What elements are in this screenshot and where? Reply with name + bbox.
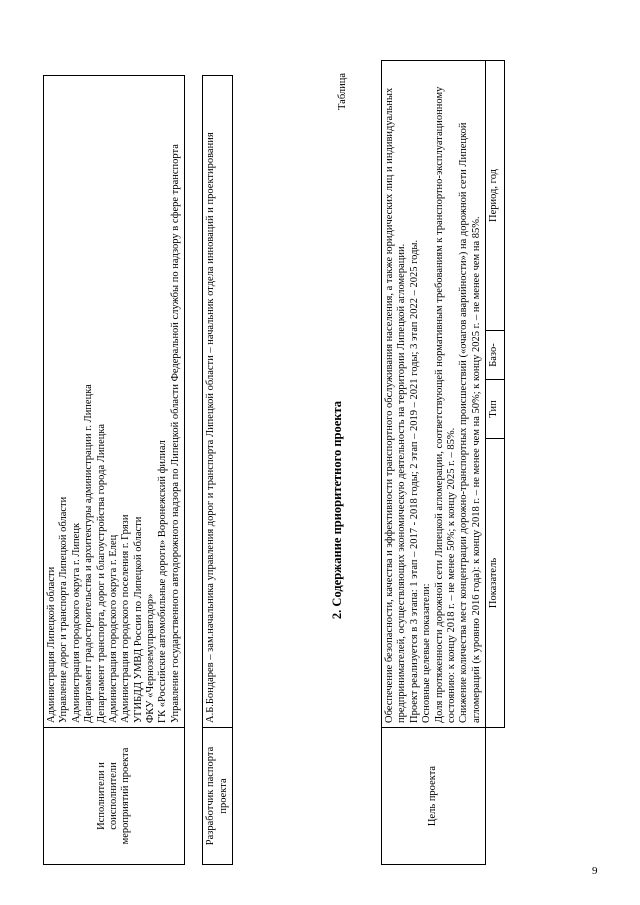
passport-table bbox=[43, 75, 233, 865]
page-number: 9 bbox=[592, 865, 598, 877]
executor-line: Администрация городского округа г. Елец bbox=[107, 534, 119, 723]
goal-line: Основные целевые показатели: bbox=[421, 583, 433, 723]
executor-line: ФКУ «Черноземуправтодор» bbox=[145, 593, 156, 723]
executors-label: Исполнители и соисполнители мероприятий проекта bbox=[44, 728, 185, 865]
goal-line: Доля протяженности дорожной сети Липецкой агломерации, соответствующей нормативным требованиям к транспортно-эксплуатационному состоянию: к концу 2018 г. – не менее 50%; к концу 2025 г. – 85%. bbox=[433, 86, 457, 723]
goal-text bbox=[382, 61, 486, 728]
indicator-header-row bbox=[486, 61, 505, 865]
goal-line: Обеспечение безопасности, качества и эффективности транспортного обслуживания населения, а также юридических лиц и индивидуальных предпринимателей, осуществляющих экономическую деятельность на территории Липецкой агломерации. bbox=[384, 87, 408, 723]
executor-line: Департамент транспорта, дорог и благоустройства города Липецка bbox=[95, 424, 107, 723]
executor-line: Администрация городского округа г. Липецк bbox=[70, 522, 82, 723]
executors-row bbox=[44, 76, 185, 865]
row-gap bbox=[185, 76, 203, 865]
executor-line: Департамент градостроительства и архитектуры администрации г. Липецка bbox=[83, 384, 95, 723]
executor-line: Администрация Липецкой области bbox=[46, 566, 57, 723]
content-table bbox=[381, 60, 505, 865]
goal-line: Проект реализуется в 3 этапа: 1 этап – 2017 - 2018 годы; 2 этап – 2019 – 2021 годы; 3 этап 2022 – 2025 годы. bbox=[408, 239, 420, 723]
executor-line: Администрация городского поселения г. Грязи bbox=[120, 514, 132, 723]
developer-row bbox=[203, 76, 233, 865]
executor-line: ГК «Российские автомобильные дороги» Воронежский филиал bbox=[157, 440, 169, 723]
indicator-header: Показатель bbox=[486, 439, 505, 728]
goal-line: Снижение количества мест концентрации дорожно-транспортных происшествий («очагов аварийности») на дорожной сети Липецкой агломераций (к уровню 2016 года): к концу 2018 г. – не менее чем на 50%; к концу 2025 г. – не менее чем на 85%. bbox=[458, 122, 482, 723]
type-header: Тип bbox=[486, 380, 505, 439]
executor-line: Управление государственного автодорожного надзора по Липецкой области Федеральной службы по надзору в сфере транспорта bbox=[169, 144, 181, 723]
table-label: Таблица bbox=[337, 72, 348, 110]
section-title: 2. Содержание приоритетного проекта bbox=[330, 400, 344, 620]
goal-label: Цель проекта bbox=[382, 728, 486, 865]
executors-list bbox=[44, 76, 185, 728]
base-header: Базо- bbox=[486, 331, 505, 380]
developer-text: А.Б.Бондарев – зам.начальника управления дорог и транспорта Липецкой области – начальник отдела инноваций и проектирования bbox=[203, 76, 233, 728]
developer-label: Разработчик паспорта проекта bbox=[203, 728, 233, 865]
goal-row bbox=[382, 61, 486, 865]
period-header: Период, год bbox=[486, 61, 505, 331]
executor-line: Управление дорог и транспорта Липецкой области bbox=[58, 496, 70, 723]
executor-line: УГИБДД УМВД России по Липецкой области bbox=[132, 516, 144, 723]
